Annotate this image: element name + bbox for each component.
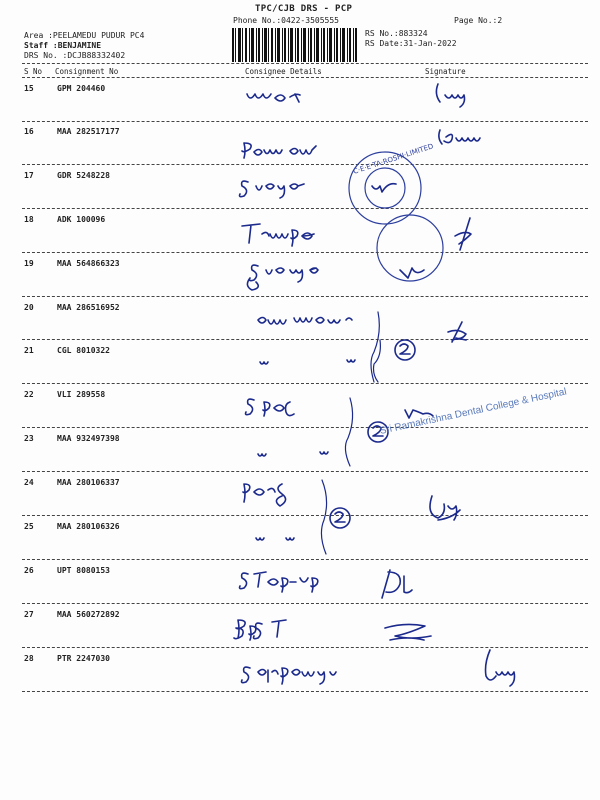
col-consignment: Consignment No [55,67,119,76]
row-divider [22,691,588,692]
row-divider [22,427,588,428]
row-number: 18 [24,215,34,224]
bracket [374,340,381,382]
handwritten-name [240,572,318,592]
consignment-number: PTR 2247030 [57,654,110,663]
row-divider [22,208,588,209]
row-divider [22,603,588,604]
handwritten-signature [372,184,396,192]
row-number: 17 [24,171,34,180]
consignment-number: MAA 560272892 [57,610,120,619]
handwritten-name [242,143,316,158]
ditto-mark [347,360,355,362]
row-number: 19 [24,259,34,268]
handwritten-signature [486,650,515,686]
consignment-number: ADK 100096 [57,215,106,224]
ditto-mark [286,538,294,540]
rs-date: RS Date:31-Jan-2022 [365,39,457,48]
row-number: 24 [24,478,34,487]
company-stamp-outer [349,152,421,224]
row-divider [22,121,588,122]
ditto-mark [320,452,328,454]
consignment-number: GPM 204460 [57,84,106,93]
handwritten-name [234,620,286,640]
consignment-number: UPT 8080153 [57,566,110,575]
handwritten-signature [436,84,464,107]
row-divider [22,471,588,472]
row-number: 15 [24,84,34,93]
circled-count [395,340,415,360]
col-signature: Signature [425,67,466,76]
handwritten-name [247,265,318,290]
bracket [371,312,379,382]
row-divider [22,383,588,384]
circled-count-digit [400,344,410,354]
row-number: 22 [24,390,34,399]
row-divider [22,647,588,648]
handwritten-name [240,181,305,198]
ditto-mark [260,362,268,364]
circled-count [330,508,350,528]
row-number: 26 [24,566,34,575]
company-stamp-text: C·E·E·TA·ROSHI·LIMITED [352,142,435,176]
barcode [232,28,357,62]
handwritten-signature [455,218,471,250]
header-rule-bottom [22,77,588,78]
rs-number: RS No.:883324 [365,29,428,38]
row-divider [22,296,588,297]
handwritten-signature [385,624,431,640]
ditto-mark [256,538,264,540]
row-number: 21 [24,346,34,355]
row-number: 16 [24,127,34,136]
bracket [321,480,326,554]
consignment-number: MAA 286516952 [57,303,120,312]
handwritten-signature [439,130,480,144]
handwritten-name [247,94,300,102]
handwritten-name [246,399,295,416]
row-number: 28 [24,654,34,663]
consignment-number: MAA 564866323 [57,259,120,268]
staff-label: Staff :BENJAMINE [24,41,102,50]
drs-number: DRS No. :DCJB88332402 [24,51,126,60]
handwritten-signature [430,496,460,520]
handwritten-signature [400,268,424,278]
row-divider [22,339,588,340]
consignment-number: CGL 8010322 [57,346,110,355]
consignment-number: VLI 289558 [57,390,106,399]
row-number: 23 [24,434,34,443]
consignment-number: MAA 280106337 [57,478,120,487]
row-divider [22,164,588,165]
handwritten-name [242,224,314,246]
row-divider [22,559,588,560]
handwritten-signature [382,570,412,598]
row-number: 25 [24,522,34,531]
bracket [345,398,352,466]
area-label: Area :PEELAMEDU PUDUR PC4 [24,31,145,40]
circled-count-digit [335,512,345,522]
page-number: Page No.:2 [454,16,503,25]
ditto-mark [258,454,266,456]
header-rule-top [22,63,588,64]
company-stamp-outer [377,215,443,281]
sheet-title: TPC/CJB DRS - PCP [255,4,353,14]
company-stamp-inner [365,168,405,208]
row-number: 20 [24,303,34,312]
consignment-number: MAA 280106326 [57,522,120,531]
handwritten-name [243,484,286,506]
consignment-number: GDR 5248228 [57,171,110,180]
handwritten-name [258,318,352,325]
phone-number: Phone No.:0422-3505555 [233,16,339,25]
row-divider [22,515,588,516]
consignment-number: MAA 932497398 [57,434,120,443]
col-sno: S No [24,67,43,76]
hospital-stamp-text: Sri Ramakrishna Dental College & Hospital [378,386,568,437]
consignment-number: MAA 282517177 [57,127,120,136]
handwritten-name [242,667,337,684]
row-number: 27 [24,610,34,619]
col-consignee: Consignee Details [245,67,322,76]
row-divider [22,252,588,253]
